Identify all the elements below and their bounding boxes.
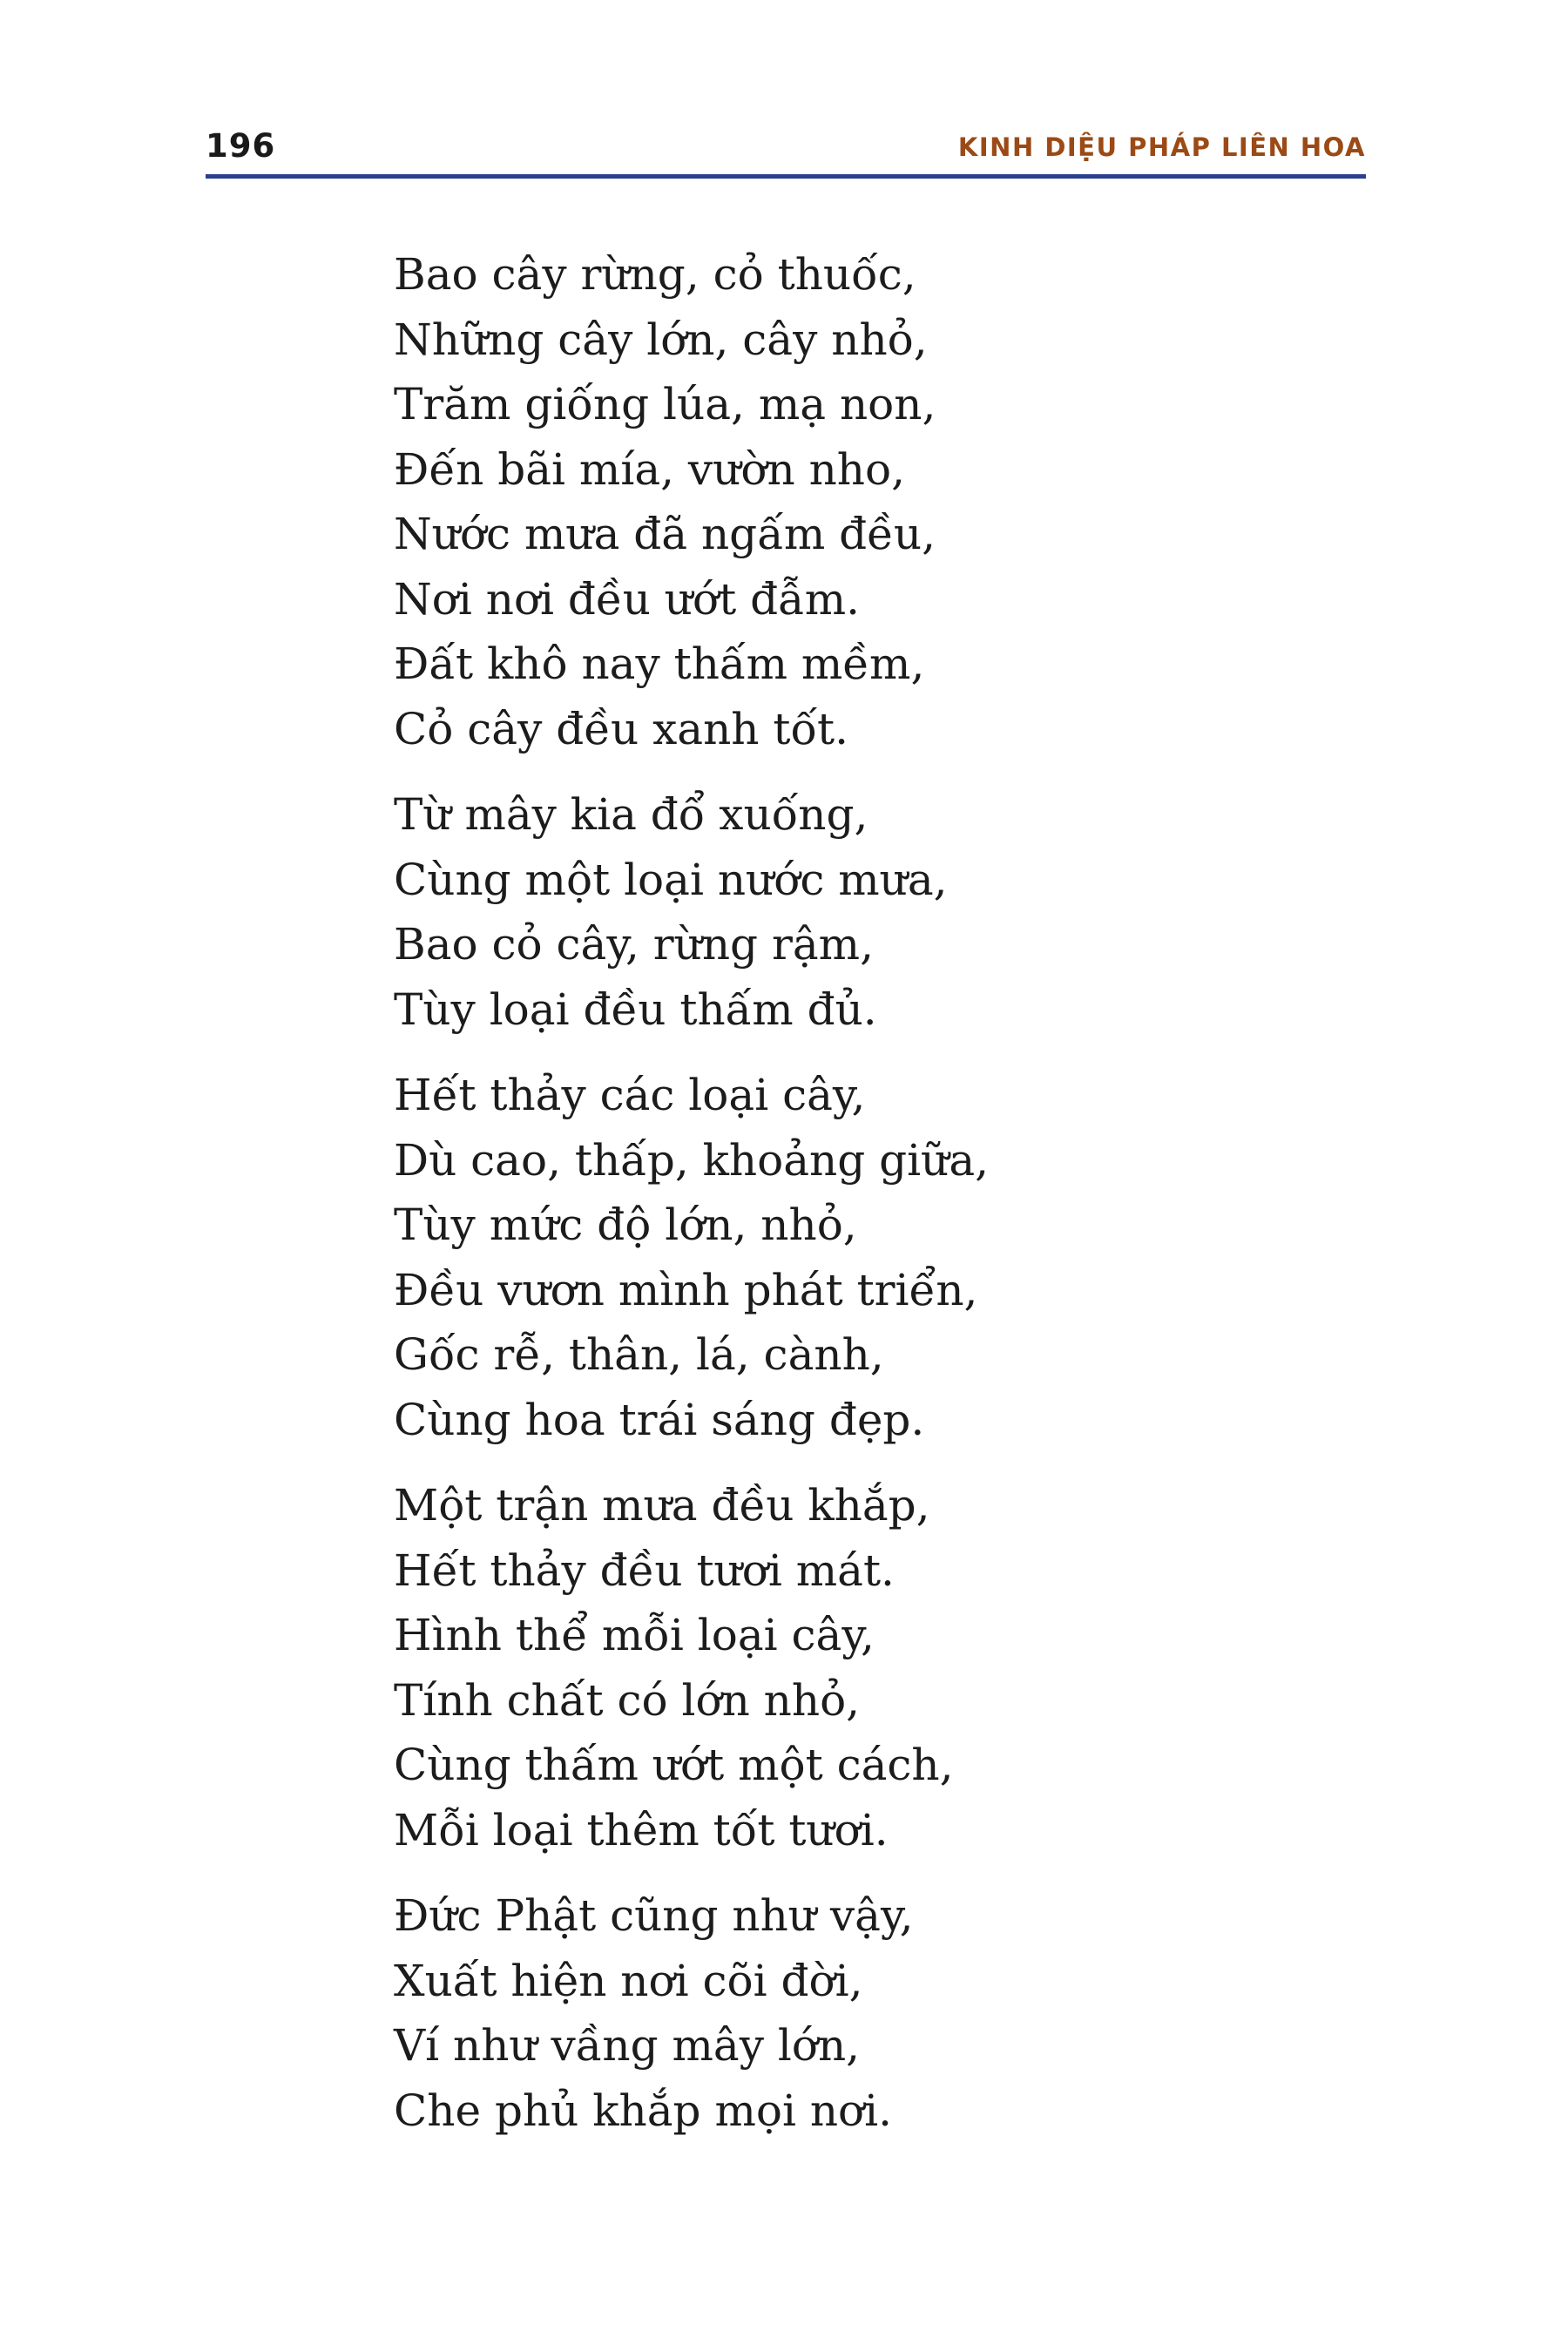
verse-line: Ví như vầng mây lớn, (394, 2020, 861, 2071)
verse-line: Tùy mức độ lớn, nhỏ, (394, 1200, 857, 1250)
verse-line: Cùng hoa trái sáng đẹp. (394, 1394, 925, 1445)
verse-line: Mỗi loại thêm tốt tươi. (394, 1804, 889, 1855)
stanza (394, 1883, 1352, 2143)
page-number: 196 (206, 127, 276, 165)
verse-line: Hết thảy đều tươi mát. (394, 1544, 895, 1596)
header-rule (206, 174, 1366, 179)
stanza (394, 1473, 1352, 1862)
verse-line: Đức Phật cũng như vậy, (394, 1890, 914, 1941)
verse-line: Gốc rễ, thân, lá, cành, (394, 1329, 884, 1380)
verse-line: Đều vươn mình phát triển, (394, 1264, 978, 1315)
stanza (394, 782, 1352, 1042)
book-title: KINH DIỆU PHÁP LIÊN HOA (957, 132, 1366, 162)
verse-line: Hình thể mỗi loại cây, (394, 1610, 875, 1660)
verse-line: Cỏ cây đều xanh tốt. (394, 703, 849, 754)
running-header (206, 120, 1366, 179)
verse-line: Xuất hiện nơi cõi đời, (394, 1955, 863, 2006)
verse-line: Đất khô nay thấm mềm, (394, 639, 925, 689)
stanza (394, 242, 1352, 761)
verse-line: Trăm giống lúa, mạ non, (394, 379, 936, 429)
verse-line: Bao cây rừng, cỏ thuốc, (394, 249, 916, 300)
stanza (394, 1063, 1352, 1452)
verse-line: Nơi nơi đều ướt đẫm. (394, 573, 861, 625)
verse-line: Hết thảy các loại cây, (394, 1070, 866, 1120)
verse-line: Tùy loại đều thấm đủ. (394, 983, 877, 1035)
verse-line: Tính chất có lớn nhỏ, (394, 1674, 861, 1726)
verse-line: Những cây lớn, cây nhỏ, (394, 314, 928, 365)
verse-line: Một trận mưa đều khắp, (394, 1480, 930, 1531)
verse-line: Từ mây kia đổ xuống, (394, 789, 868, 840)
verse-line: Đến bãi mía, vườn nho, (394, 443, 905, 495)
verse-line: Bao cỏ cây, rừng rậm, (394, 919, 874, 970)
verse-line: Che phủ khắp mọi nơi. (394, 2085, 893, 2136)
poem (394, 242, 1352, 2164)
verse-line: Dù cao, thấp, khoảng giữa, (394, 1134, 990, 1186)
verse-line: Nước mưa đã ngấm đều, (394, 509, 936, 559)
verse-line: Cùng một loại nước mưa, (394, 854, 948, 905)
verse-line: Cùng thấm ướt một cách, (394, 1740, 954, 1790)
